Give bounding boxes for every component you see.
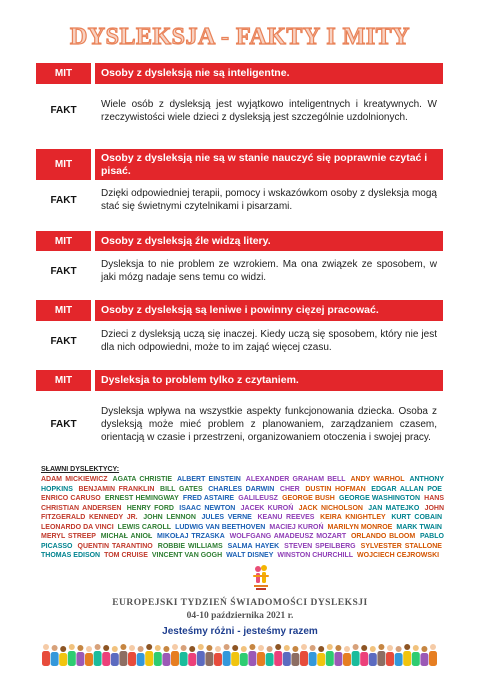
person-body bbox=[137, 653, 145, 666]
famous-name: SYLVESTER STALLONE bbox=[360, 542, 442, 550]
famous-name: ERNEST HEMINGWAY bbox=[104, 495, 179, 502]
myth-fact-card-5 bbox=[36, 370, 443, 454]
person-head bbox=[155, 645, 161, 651]
myth-text: Dysleksja to problem tylko z czytaniem. bbox=[95, 370, 443, 391]
famous-name: CHARLES DARWIN bbox=[208, 485, 275, 493]
fact-text: Dysleksja to nie problem ze wzrokiem. Ma ona związek ze sposobem, w jaki mózg nadaje sens temu co widzi. bbox=[101, 259, 437, 283]
event-dates: 04-10 października 2021 r. bbox=[186, 611, 294, 621]
person-body bbox=[300, 651, 308, 666]
person-head bbox=[103, 645, 109, 651]
famous-name: VINCENT VAN GOGH bbox=[151, 552, 223, 559]
person-head bbox=[95, 644, 101, 650]
famous-name: HENRY FORD bbox=[126, 504, 174, 512]
famous-name: MIKOŁAJ TRZASKA bbox=[157, 533, 225, 540]
event-slogan: Jesteśmy różni - jesteśmy razem bbox=[162, 626, 318, 637]
famous-name: LEONARDO DA VINCI bbox=[41, 523, 114, 531]
person-body bbox=[180, 652, 188, 666]
famous-name: JULES VERNE bbox=[201, 514, 252, 521]
person-body bbox=[94, 651, 102, 666]
person-body bbox=[291, 653, 299, 666]
person-body bbox=[274, 651, 282, 666]
fact-row bbox=[36, 183, 443, 217]
famous-name: KURT COBAIN bbox=[391, 514, 442, 521]
myth-fact-card-4 bbox=[36, 300, 443, 358]
crowd-illustration bbox=[42, 640, 440, 666]
fact-row bbox=[36, 254, 443, 288]
famous-name: ALEXANDER GRAHAM BELL bbox=[245, 476, 346, 483]
famous-name: KEANU REEVES bbox=[257, 514, 315, 521]
fact-label: FAKT bbox=[36, 394, 91, 454]
person-head bbox=[378, 644, 384, 650]
myth-row bbox=[36, 300, 443, 321]
myth-fact-card-2 bbox=[36, 149, 443, 217]
person-head bbox=[172, 644, 178, 650]
person-body bbox=[257, 652, 265, 666]
person-head bbox=[224, 644, 230, 650]
person-head bbox=[301, 644, 307, 650]
fact-text: Wiele osób z dysleksją jest wyjątkowo inteligentnych i kreatywnych. W rzeczywistości wiele dzieci z dysleksją jest szczególnie uzdolnionych. bbox=[101, 98, 437, 123]
event-name: EUROPEJSKI TYDZIEŃ ŚWIADOMOŚCI DYSLEKSJI bbox=[112, 598, 368, 608]
myth-fact-card-1 bbox=[36, 63, 443, 134]
famous-name: JACK NICHOLSON bbox=[298, 504, 363, 512]
person-head bbox=[146, 644, 152, 650]
person-body bbox=[197, 651, 205, 666]
fact-row bbox=[36, 394, 443, 454]
person-head bbox=[396, 646, 402, 652]
myth-row bbox=[36, 149, 443, 180]
famous-name: LEWIS CAROLL bbox=[117, 523, 172, 531]
fact-label: FAKT bbox=[36, 87, 91, 134]
myth-text: Osoby z dysleksją źle widzą litery. bbox=[95, 231, 443, 251]
person-head bbox=[215, 646, 221, 652]
fact-text: Dysleksja wpływa na wszystkie aspekty funkcjonowania dziecka. Osoba z dysleksją może mieć problem z planowaniem, zarządzaniem czasem, orientacją w czasie i przestrzeni, organizowaniem otoczenia i swojej pracy. bbox=[101, 405, 437, 443]
famous-name: BENJAMIN FRANKLIN bbox=[78, 485, 155, 493]
person-body bbox=[128, 652, 136, 666]
famous-name: MERYL STREEP bbox=[41, 533, 96, 540]
poster-title: DYSLEKSJA - FAKTY I MITY bbox=[69, 24, 411, 50]
fact-label: FAKT bbox=[36, 183, 91, 217]
person-body bbox=[76, 652, 84, 666]
famous-name: GALILEUSZ bbox=[238, 495, 278, 502]
person-body bbox=[248, 651, 256, 666]
person-head bbox=[112, 646, 118, 652]
fact-label: FAKT bbox=[36, 254, 91, 288]
person-head bbox=[181, 645, 187, 651]
famous-name: MARILYN MONROE bbox=[327, 523, 393, 531]
logo-icon bbox=[251, 564, 271, 594]
person-head bbox=[284, 645, 290, 651]
myth-label: MIT bbox=[36, 300, 91, 321]
person-body bbox=[68, 651, 76, 666]
famous-name: ALBERT EINSTEIN bbox=[176, 476, 241, 483]
famous-name: STEVEN SPEILBERG bbox=[284, 542, 356, 550]
myth-text: Osoby z dysleksją nie są w stanie nauczyć się poprawnie czytać i pisać. bbox=[95, 149, 443, 180]
myth-fact-card-3 bbox=[36, 231, 443, 288]
person-head bbox=[430, 644, 436, 650]
famous-name: ROBBIE WILLIAMS bbox=[157, 542, 223, 550]
person-head bbox=[353, 644, 359, 650]
famous-names-list bbox=[41, 475, 444, 561]
person-body bbox=[59, 653, 67, 666]
person-body bbox=[205, 652, 213, 666]
famous-name: ADAM MICKIEWICZ bbox=[41, 476, 108, 483]
person-body bbox=[343, 653, 351, 666]
person-body bbox=[231, 652, 239, 666]
person-body bbox=[223, 651, 231, 666]
famous-name: WALT DISNEY bbox=[226, 552, 274, 559]
person-body bbox=[377, 651, 385, 666]
famous-name: BILL GATES bbox=[160, 485, 203, 493]
famous-name: AGATA CHRISTIE bbox=[112, 476, 172, 483]
person-head bbox=[77, 645, 83, 651]
myth-label: MIT bbox=[36, 63, 91, 84]
famous-name: MARK TWAIN bbox=[396, 523, 442, 531]
famous-name: JACEK KUROŃ bbox=[240, 504, 294, 512]
person-body bbox=[102, 652, 110, 666]
myth-label: MIT bbox=[36, 149, 91, 180]
myth-label: MIT bbox=[36, 231, 91, 251]
person-head bbox=[310, 645, 316, 651]
famous-name: MICHAŁ ANIOŁ bbox=[100, 533, 153, 540]
person-head bbox=[60, 646, 66, 652]
famous-name: DUSTIN HOFMAN bbox=[305, 485, 366, 493]
myth-row bbox=[36, 63, 443, 84]
person-head bbox=[318, 646, 324, 652]
person-head bbox=[86, 646, 92, 652]
person-head bbox=[292, 646, 298, 652]
fact-row bbox=[36, 87, 443, 134]
person-head bbox=[206, 645, 212, 651]
person-head bbox=[275, 644, 281, 650]
fact-label: FAKT bbox=[36, 324, 91, 358]
famous-name: QUENTIN TARANTINO bbox=[77, 542, 153, 550]
person-body bbox=[360, 652, 368, 666]
famous-name: HANS CHRISTIAN ANDERSEN bbox=[41, 495, 445, 512]
person-body bbox=[188, 653, 196, 666]
famous-name: JOHN LENNON bbox=[143, 514, 196, 521]
person-head bbox=[163, 646, 169, 652]
famous-name: ANTHONY HOPKINS bbox=[41, 476, 445, 493]
person-body bbox=[352, 651, 360, 666]
famous-name: GEORGE BUSH bbox=[282, 495, 335, 502]
myth-row bbox=[36, 370, 443, 391]
famous-name: ISAAC NEWTON bbox=[179, 504, 236, 512]
person-body bbox=[51, 652, 59, 666]
person-head bbox=[249, 644, 255, 650]
person-body bbox=[326, 651, 334, 666]
person-body bbox=[403, 651, 411, 666]
famous-name: EDGAR ALLAN POE bbox=[371, 485, 442, 493]
person-body bbox=[395, 653, 403, 666]
person-head bbox=[258, 645, 264, 651]
fact-text: Dzięki odpowiedniej terapii, pomocy i wskazówkom osoby z dysleksja mogą stać się świetnymi czytelnikami i pisarzami. bbox=[101, 188, 437, 212]
person-body bbox=[309, 652, 317, 666]
person-body bbox=[42, 651, 50, 666]
person-head bbox=[198, 644, 204, 650]
famous-name: PABLO PICASSO bbox=[41, 533, 444, 550]
person-body bbox=[386, 652, 394, 666]
myth-text: Osoby z dysleksją są leniwe i powinny cięzej pracować. bbox=[95, 300, 443, 321]
famous-name: SALMA HAYEK bbox=[227, 542, 280, 550]
person-body bbox=[162, 653, 170, 666]
person-head bbox=[344, 646, 350, 652]
person-body bbox=[154, 652, 162, 666]
person-head bbox=[421, 646, 427, 652]
myth-text: Osoby z dysleksją nie są inteligentne. bbox=[95, 63, 443, 84]
person-head bbox=[241, 646, 247, 652]
person-body bbox=[412, 652, 420, 666]
person-head bbox=[138, 646, 144, 652]
person-head bbox=[52, 645, 58, 651]
person-head bbox=[43, 644, 49, 650]
person-body bbox=[214, 653, 222, 666]
person-head bbox=[370, 646, 376, 652]
fact-text: Dzieci z dysleksją uczą się inaczej. Kiedy uczą się sposobem, który nie jest dla nich odpowiedni, może to im zająć więcej czasu. bbox=[101, 329, 437, 353]
famous-name: MACIEJ KUROŃ bbox=[269, 523, 324, 531]
person-head bbox=[387, 645, 393, 651]
famous-name: ANDY WARHOL bbox=[350, 476, 405, 483]
person-body bbox=[429, 651, 437, 666]
person-body bbox=[240, 653, 248, 666]
person-head bbox=[267, 646, 273, 652]
person-body bbox=[85, 653, 93, 666]
person-body bbox=[145, 651, 153, 666]
person-head bbox=[69, 644, 75, 650]
person-body bbox=[266, 653, 274, 666]
person-body bbox=[111, 653, 119, 666]
person-head bbox=[129, 645, 135, 651]
person-body bbox=[369, 653, 377, 666]
person-head bbox=[327, 644, 333, 650]
myth-row bbox=[36, 231, 443, 251]
famous-name: JAN MATEJKO bbox=[368, 504, 420, 512]
famous-name: FRED ASTAIRE bbox=[182, 495, 235, 502]
person-body bbox=[283, 652, 291, 666]
person-head bbox=[404, 644, 410, 650]
person-head bbox=[335, 645, 341, 651]
person-body bbox=[334, 652, 342, 666]
person-head bbox=[413, 645, 419, 651]
famous-name: WINSTON CHURCHILL bbox=[277, 552, 354, 559]
person-body bbox=[317, 653, 325, 666]
person-head bbox=[120, 644, 126, 650]
person-body bbox=[119, 651, 127, 666]
famous-name: CHER bbox=[279, 485, 300, 493]
famous-name: WOLFGANG AMADEUSZ MOZART bbox=[229, 533, 347, 540]
famous-name: ENRICO CARUSO bbox=[41, 495, 101, 502]
person-body bbox=[420, 653, 428, 666]
person-head bbox=[232, 645, 238, 651]
famous-name: JOHN FITZGERALD KENNEDY JR. bbox=[41, 504, 445, 521]
myth-label: MIT bbox=[36, 370, 91, 391]
famous-heading: SŁAWNI DYSLEKTYCY: bbox=[41, 466, 120, 473]
person-body bbox=[171, 651, 179, 666]
famous-name: ORLANDO BLOOM bbox=[350, 533, 416, 540]
famous-name: GEORGE WASHINGTON bbox=[339, 495, 420, 502]
famous-name: THOMAS EDISON bbox=[41, 552, 101, 559]
person-head bbox=[361, 645, 367, 651]
famous-name: LUDWIG VAN BEETHOVEN bbox=[175, 523, 266, 531]
person-head bbox=[189, 646, 195, 652]
famous-name: WOJCIECH CEJROWSKI bbox=[357, 552, 440, 559]
famous-name: KEIRA KNIGHTLEY bbox=[320, 514, 386, 521]
famous-name: TOM CRUISE bbox=[104, 552, 148, 559]
fact-row bbox=[36, 324, 443, 358]
